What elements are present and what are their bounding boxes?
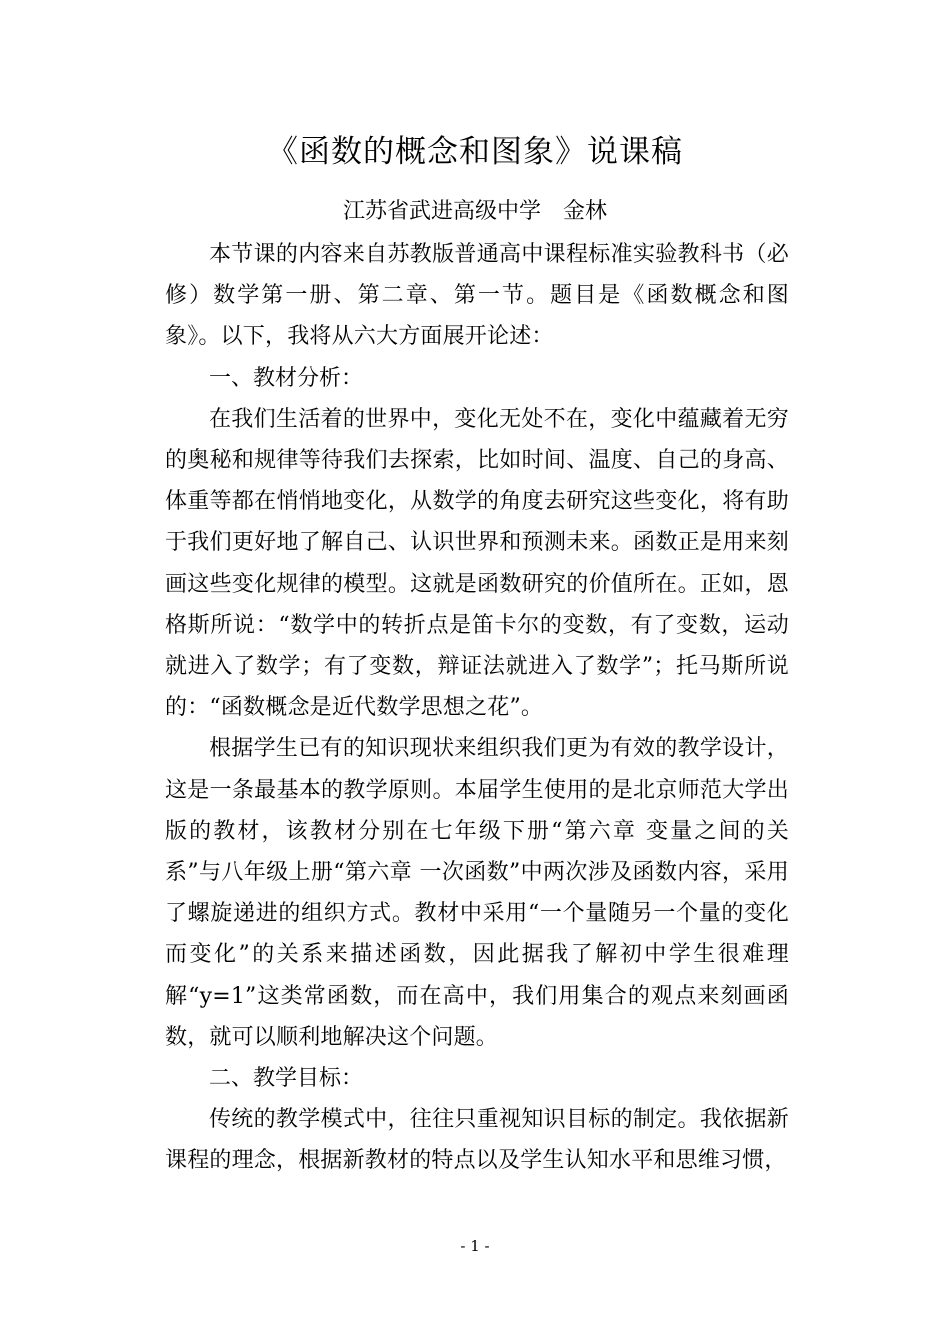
paragraph-teaching-goals: 传统的教学模式中，往往只重视知识目标的制定。我依据新课程的理念，根据新教材的特点以及学生认知水平和思维习惯， bbox=[165, 1107, 789, 1174]
paragraph-function-value: 在我们生活着的世界中，变化无处不在，变化中蕴藏着无穷的奥秘和规律等待我们去探索，比如时间、温度、自己的身高、体重等都在悄悄地变化，从数学的角度去研究这些变化，将有助于我们更好地了解自己、认识世界和预测未来。函数正是用来刻画这些变化规律的模型。这就是函数研究的价值所在。正如，恩格斯所说：“数学中的转折点是笛卡尔的变数，有了变数，运动就进入了数学；有了变数，辩证法就进入了数学”；托马斯所说的：“函数概念是近代数学思想之花”。 bbox=[165, 406, 789, 721]
paragraph-intro: 本节课的内容来自苏教版普通高中课程标准实验教科书（必修）数学第一册、第二章、第一节。题目是《函数概念和图象》。以下，我将从六大方面展开论述： bbox=[165, 242, 789, 350]
page-number: - 1 - bbox=[460, 1237, 490, 1255]
document-author: 江苏省武进高级中学 金林 bbox=[342, 199, 607, 224]
section-heading-textbook-analysis: 一、教材分析： bbox=[209, 365, 364, 391]
document-body bbox=[165, 234, 789, 1182]
document-title: 《函数的概念和图象》说课稿 bbox=[267, 134, 683, 170]
paragraph-student-knowledge: 根据学生已有的知识现状来组织我们更为有效的教学设计，这是一条最基本的教学原则。本届学生使用的是北京师范大学出版的教材，该教材分别在七年级下册“第六章 变量之间的关系”与八年级上册“第六章 一次函数”中两次涉及函数内容，采用了螺旋递进的组织方式。教材中采用“一个量随另一个量的变化而变化”的关系来描述函数，因此据我了解初中学生很难理解“y=1”这类常函数，而在高中，我们用集合的观点来刻画函数，就可以顺利地解决这个问题。 bbox=[165, 736, 789, 1050]
section-heading-teaching-goals: 二、教学目标： bbox=[209, 1066, 364, 1092]
